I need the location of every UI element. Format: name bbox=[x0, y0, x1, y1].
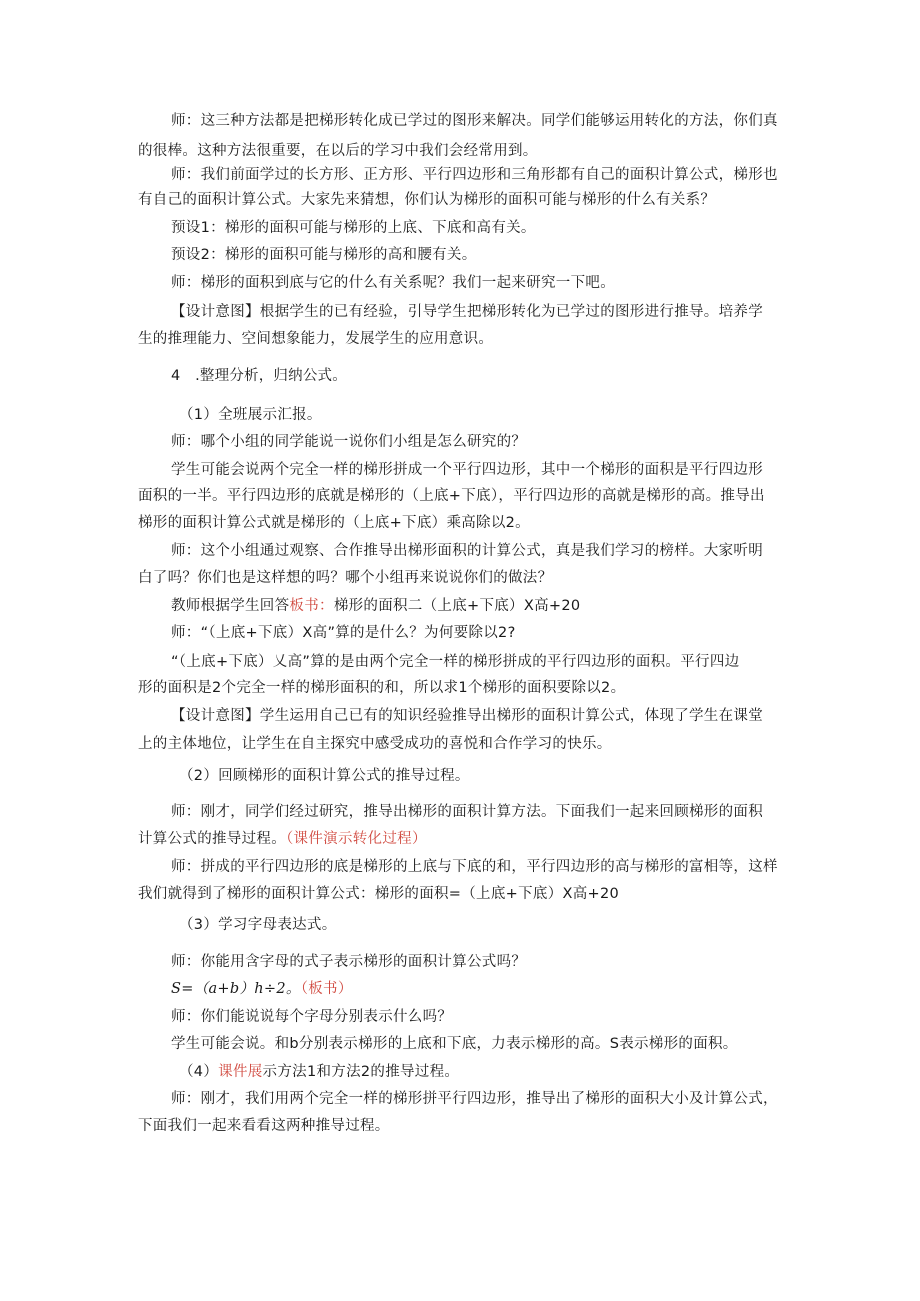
text-line: 师：刚才，我们用两个完全一样的梯形拼平行四边形，推导出了梯形的面积大小及计算公式， bbox=[171, 1091, 778, 1107]
text-line: 师：拼成的平行四边形的底是梯形的上底与下底的和，平行四边形的高与梯形的富相等，这样 bbox=[171, 859, 778, 875]
text-line: 师：哪个小组的同学能说一说你们小组是怎么研究的？ bbox=[171, 434, 527, 450]
text-line: 师：“（上底+下底）X高”算的是什么？为何要除以2? bbox=[171, 625, 516, 641]
text-line: 师：你们能说说每个字母分别表示什么吗？ bbox=[171, 1009, 453, 1025]
text-line: 形的面积是2个完全一样的梯形面积的和，所以求1个梯形的面积要除以2。 bbox=[138, 680, 626, 696]
subsection-heading: （3）学习字母表达式。 bbox=[179, 917, 337, 933]
formula-text: S=（a+b）h÷2。 bbox=[171, 981, 301, 997]
text-line: 师：我们前面学过的长方形、正方形、平行四边形和三角形都有自己的面积计算公式，梯形也 bbox=[171, 167, 778, 183]
subsection-heading bbox=[179, 1062, 459, 1082]
text-segment: （4） bbox=[179, 1064, 219, 1080]
courseware-note: 课件展 bbox=[218, 1064, 263, 1080]
text-segment: 计算公式的推导过程。 bbox=[138, 831, 286, 847]
text-segment: 示方法1和方法2的推导过程。 bbox=[262, 1064, 460, 1080]
text-line: 师：这三种方法都是把梯形转化成已学过的图形来解决。同学们能够运用转化的方法，你们真 bbox=[171, 113, 778, 129]
text-line: 有自己的面积计算公式。大家先来猜想，你们认为梯形的面积可能与梯形的什么有关系？ bbox=[138, 192, 716, 208]
text-line: 师：这个小组通过观察、合作推导出梯形面积的计算公式，真是我们学习的榜样。大家听明 bbox=[171, 543, 763, 559]
text-line: 生的推理能力、空间想象能力，发展学生的应用意识。 bbox=[138, 331, 494, 347]
text-line: 的很棒。这种方法很重要，在以后的学习中我们会经常用到。 bbox=[138, 143, 538, 159]
text-line: 白了吗？你们也是这样想的吗？哪个小组再来说说你们的做法？ bbox=[138, 570, 553, 586]
design-intent-line: 【设计意图】学生运用自己已有的知识经验推导出梯形的面积计算公式，体现了学生在课堂 bbox=[171, 708, 763, 724]
text-line bbox=[171, 596, 580, 616]
text-line: 预设1：梯形的面积可能与梯形的上底、下底和高有关。 bbox=[171, 220, 536, 236]
text-line: 师：梯形的面积到底与它的什么有关系呢？我们一起来研究一下吧。 bbox=[171, 275, 615, 291]
text-line bbox=[138, 829, 427, 849]
section-heading: 4 .整理分析，归纳公式。 bbox=[171, 368, 347, 384]
text-line: “（上底+下底）乂高”算的是由两个完全一样的梯形拼成的平行四边形的面积。平行四边 bbox=[171, 654, 740, 670]
text-line: 下面我们一起来看看这两种推导过程。 bbox=[138, 1118, 390, 1134]
text-line: 师：你能用含字母的式子表示梯形的面积计算公式吗？ bbox=[171, 954, 527, 970]
text-line: 学生可能会说。和b分别表示梯形的上底和下底，力表示梯形的高。S表示梯形的面积。 bbox=[171, 1036, 738, 1052]
subsection-heading: （1）全班展示汇报。 bbox=[179, 407, 322, 423]
blackboard-note: （板书） bbox=[300, 981, 353, 997]
subsection-heading: （2）回顾梯形的面积计算公式的推导过程。 bbox=[179, 768, 470, 784]
text-line bbox=[171, 979, 353, 999]
text-line: 面积的一半。平行四边形的底就是梯形的（上底+下底），平行四边形的高就是梯形的高。推导出 bbox=[138, 488, 765, 504]
text-line: 预设2：梯形的面积可能与梯形的高和腰有关。 bbox=[171, 247, 477, 263]
text-segment: 教师根据学生回答 bbox=[171, 598, 290, 614]
blackboard-note: 板书： bbox=[289, 598, 334, 614]
text-line: 我们就得到了梯形的面积计算公式：梯形的面积=（上底+下底）X高+20 bbox=[138, 886, 620, 902]
courseware-note: （课件演示转化过程） bbox=[286, 831, 427, 847]
design-intent-line: 【设计意图】根据学生的已有经验，引导学生把梯形转化为已学过的图形进行推导。培养学 bbox=[171, 304, 763, 320]
text-line: 上的主体地位，让学生在自主探究中感受成功的喜悦和合作学习的快乐。 bbox=[138, 736, 612, 752]
text-line: 学生可能会说两个完全一样的梯形拼成一个平行四边形，其中一个梯形的面积是平行四边形 bbox=[171, 462, 763, 478]
formula-text: 梯形的面积二（上底+下底）X高+20 bbox=[333, 598, 581, 614]
text-line: 梯形的面积计算公式就是梯形的（上底+下底）乘高除以2。 bbox=[138, 515, 530, 531]
text-line: 师：刚才，同学们经过研究，推导出梯形的面积计算方法。下面我们一起来回顾梯形的面积 bbox=[171, 804, 763, 820]
